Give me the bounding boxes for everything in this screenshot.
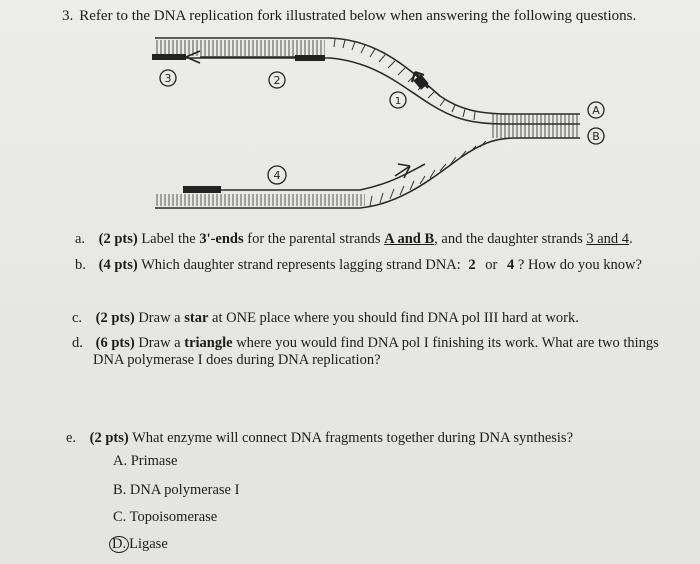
part-c-text-2: at ONE place where you should find DNA pol III hard at work. xyxy=(212,310,579,326)
part-d-text-3: DNA polymerase I does during DNA replication? xyxy=(93,352,381,368)
part-b xyxy=(75,257,642,274)
part-c-star: star xyxy=(184,310,209,326)
question-number: 3. xyxy=(62,8,74,24)
part-a xyxy=(75,231,633,248)
part-d-continuation xyxy=(93,352,381,369)
part-b-option-4: 4 xyxy=(507,257,515,273)
part-c-points: (2 pts) xyxy=(95,310,135,326)
part-d-text-2: where you would find DNA pol I finishing its work. What are two things xyxy=(236,335,659,351)
part-c xyxy=(72,310,579,327)
diagram-label-3: 3 xyxy=(164,72,172,85)
part-b-option-2: 2 xyxy=(468,257,476,273)
option-d xyxy=(113,536,168,553)
part-b-points: (4 pts) xyxy=(98,257,138,273)
part-a-text-3: , and the daughter strands xyxy=(434,231,583,247)
primer-strand-3 xyxy=(152,54,186,60)
part-a-daughter: 3 and 4 xyxy=(586,231,630,247)
part-a-letter: a. xyxy=(75,231,86,247)
part-a-text-4: . xyxy=(629,231,633,247)
part-a-text-2: for the parental strands xyxy=(247,231,381,247)
diagram-label-b: B xyxy=(592,130,600,143)
part-d-letter: d. xyxy=(72,335,83,351)
diagram-label-2: 2 xyxy=(273,74,281,87)
part-b-text-1: Which daughter strand represents lagging strand DNA: xyxy=(141,257,461,273)
part-a-ends: 3'-ends xyxy=(199,231,244,247)
primer-strand-2 xyxy=(295,55,325,61)
selected-option-circle: D. xyxy=(109,536,129,553)
diagram-label-4: 4 xyxy=(273,169,281,182)
part-d-triangle: triangle xyxy=(184,335,233,351)
part-a-points: (2 pts) xyxy=(98,231,138,247)
part-e-text-1: What enzyme will connect DNA fragments together during DNA synthesis? xyxy=(132,430,574,446)
option-c: C. Topoisomerase xyxy=(113,509,218,525)
part-b-text-2: ? How do you know? xyxy=(517,257,642,273)
option-a: A. Primase xyxy=(113,453,178,469)
part-b-or: or xyxy=(485,257,498,273)
part-d xyxy=(72,335,659,352)
question-prompt: Refer to the DNA replication fork illustrated below when answering the following questions. xyxy=(79,8,637,24)
part-b-letter: b. xyxy=(75,257,86,273)
part-d-text-1: Draw a xyxy=(138,335,181,351)
part-c-letter: c. xyxy=(72,310,83,326)
option-d-text: Ligase xyxy=(129,536,168,552)
part-e xyxy=(66,430,573,447)
part-a-text-1: Label the xyxy=(141,231,196,247)
part-a-parental: A and B xyxy=(384,231,435,247)
part-d-points: (6 pts) xyxy=(95,335,135,351)
part-e-points: (2 pts) xyxy=(89,430,129,446)
primer-strand-4 xyxy=(183,186,221,193)
part-e-letter: e. xyxy=(66,430,77,446)
option-b: B. DNA polymerase I xyxy=(113,482,240,498)
part-c-text-1: Draw a xyxy=(138,310,181,326)
replication-fork-diagram xyxy=(0,0,700,230)
diagram-label-1: 1 xyxy=(394,96,402,107)
diagram-label-a: A xyxy=(592,104,600,117)
